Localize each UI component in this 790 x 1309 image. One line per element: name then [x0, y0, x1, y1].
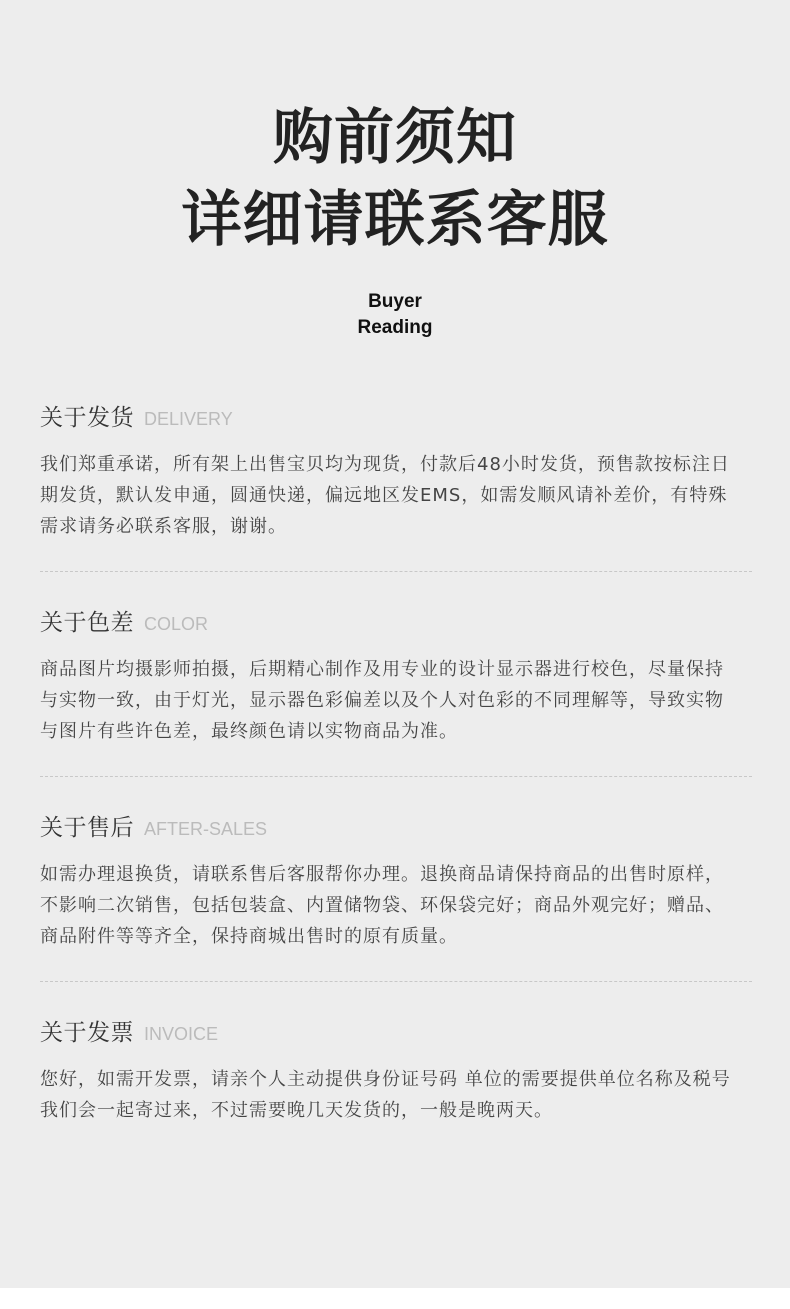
section-delivery — [40, 403, 752, 572]
section-heading-cn: 关于发票 — [40, 1020, 134, 1046]
body-line: 需求请务必联系客服，谢谢。 — [40, 516, 287, 537]
section-heading-en: AFTER-SALES — [144, 819, 268, 839]
section-heading-en: COLOR — [144, 614, 209, 634]
section-heading-cn: 关于色差 — [40, 610, 134, 636]
section-body — [40, 1064, 752, 1126]
page-subtitle — [0, 289, 790, 341]
body-line: 期发货，默认发申通，圆通快递，偏远地区发EMS，如需发顺风请补差价，有特殊 — [40, 485, 728, 506]
section-heading-en: DELIVERY — [144, 409, 233, 429]
body-line: 商品附件等等齐全，保持商城出售时的原有质量。 — [40, 926, 458, 947]
body-line: 我们郑重承诺，所有架上出售宝贝均为现货，付款后48小时发货，预售款按标注日 — [40, 454, 730, 475]
section-invoice — [40, 982, 752, 1126]
page-title — [0, 97, 790, 261]
body-line: 不影响二次销售，包括包装盒、内置储物袋、环保袋完好；商品外观完好；赠品、 — [40, 895, 724, 916]
section-heading-cn: 关于售后 — [40, 815, 134, 841]
section-heading — [40, 1018, 752, 1048]
body-line: 商品图片均摄影师拍摄，后期精心制作及用专业的设计显示器进行校色，尽量保持 — [40, 659, 724, 680]
body-line: 我们会一起寄过来，不过需要晚几天发货的，一般是晚两天。 — [40, 1100, 553, 1121]
subtitle-line-2: Reading — [357, 317, 433, 338]
section-color — [40, 572, 752, 777]
section-body — [40, 654, 752, 747]
body-line: 如需办理退换货，请联系售后客服帮你办理。退换商品请保持商品的出售时原样， — [40, 864, 724, 885]
notice-sections — [40, 403, 752, 1126]
section-heading-cn: 关于发货 — [40, 405, 134, 431]
section-body — [40, 449, 752, 542]
body-line: 与实物一致，由于灯光，显示器色彩偏差以及个人对色彩的不同理解等，导致实物 — [40, 690, 724, 711]
section-heading — [40, 608, 752, 638]
subtitle-line-1: Buyer — [368, 291, 422, 312]
section-body — [40, 859, 752, 952]
section-after-sales — [40, 777, 752, 982]
section-heading — [40, 813, 752, 843]
bottom-strip — [0, 1288, 790, 1309]
title-line-1: 购前须知 — [273, 103, 517, 173]
title-line-2: 详细请联系客服 — [181, 185, 609, 255]
body-line: 与图片有些许色差，最终颜色请以实物商品为准。 — [40, 721, 458, 742]
section-heading-en: INVOICE — [144, 1024, 219, 1044]
body-line: 您好，如需开发票，请亲个人主动提供身份证号码 单位的需要提供单位名称及税号 — [40, 1069, 731, 1090]
section-heading — [40, 403, 752, 433]
